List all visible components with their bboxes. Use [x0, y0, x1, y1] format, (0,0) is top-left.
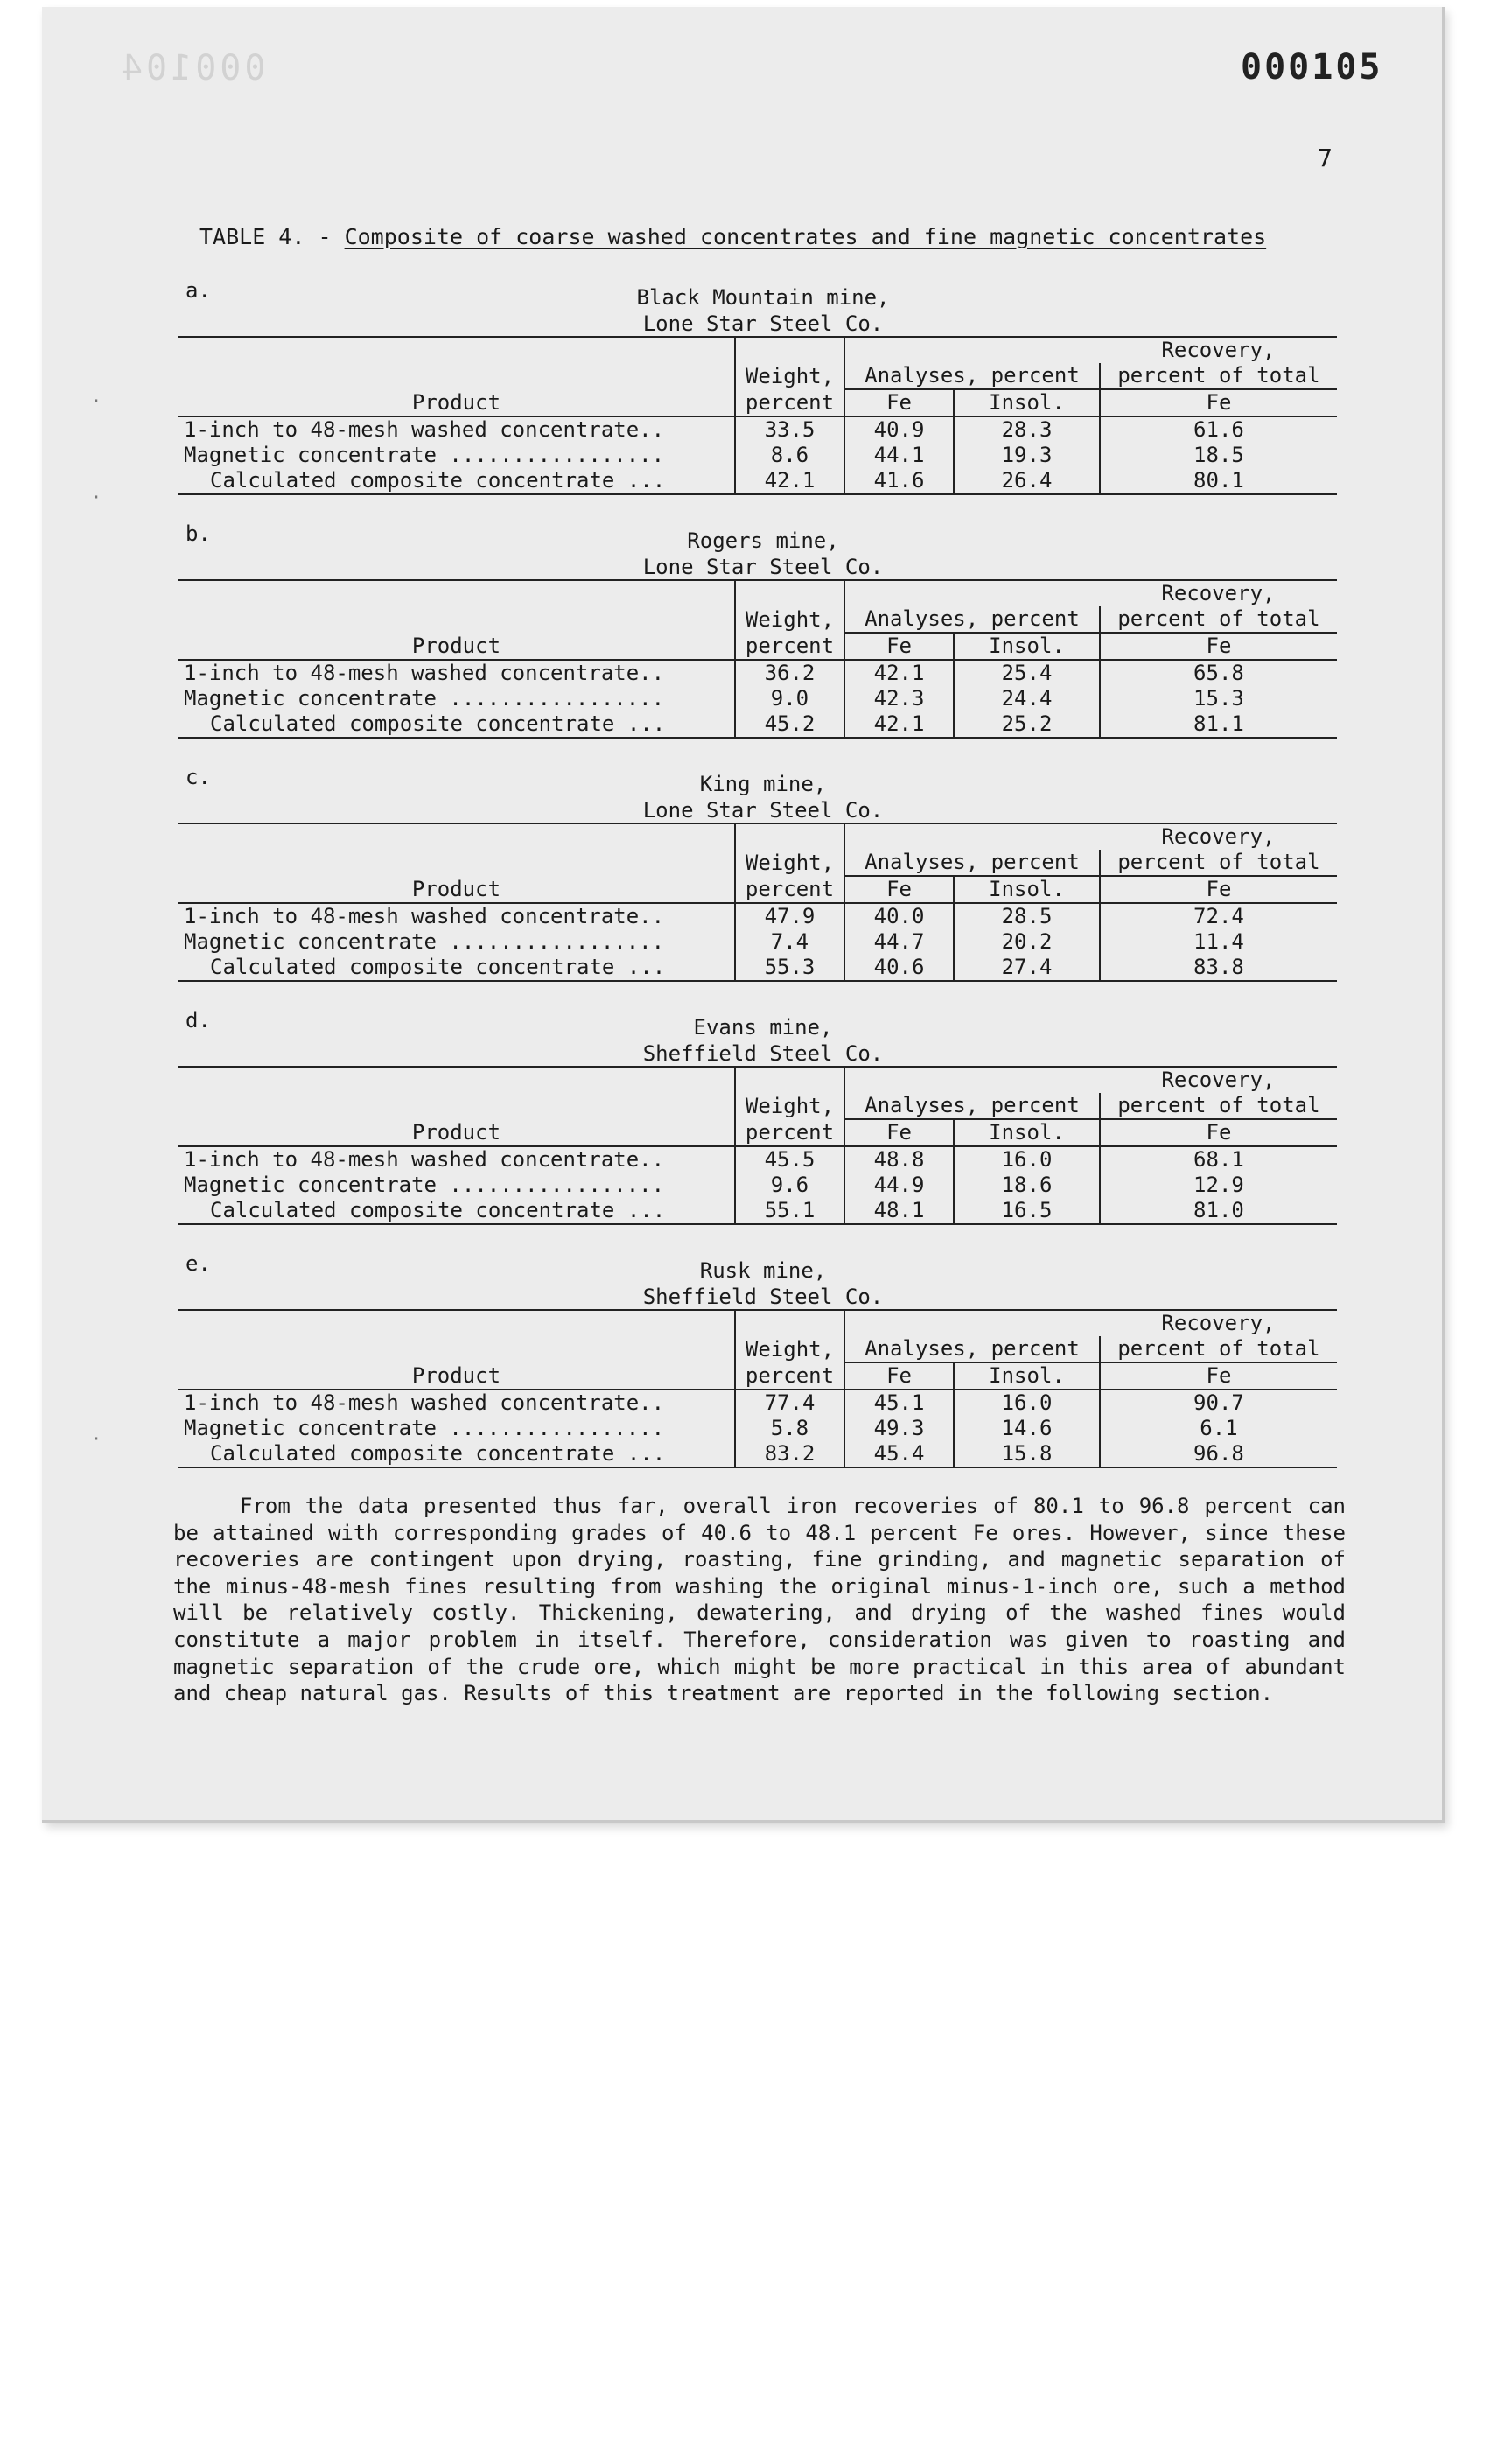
- insol-cell: 25.2: [954, 711, 1100, 738]
- fe-cell: 44.7: [844, 929, 954, 955]
- section-letter: e.: [186, 1251, 211, 1276]
- product-cell: Calculated composite concentrate ...: [178, 955, 735, 981]
- weight-cell: 9.6: [735, 1172, 844, 1198]
- analyses-header: Analyses, percent: [844, 1093, 1100, 1119]
- recovery-fe-header: Fe: [1100, 633, 1337, 660]
- body-paragraph: [173, 1493, 1346, 1707]
- weight-cell: 5.8: [735, 1416, 844, 1441]
- weight-cell: 42.1: [735, 468, 844, 494]
- product-cell: Magnetic concentrate .................: [178, 1416, 735, 1441]
- fe-cell: 41.6: [844, 468, 954, 494]
- header-blank: [735, 1310, 844, 1336]
- mine-name: Evans mine,: [693, 1015, 833, 1040]
- recovery-fe-header: Fe: [1100, 1362, 1337, 1390]
- fe-header: Fe: [844, 1119, 954, 1146]
- recovery-header: Recovery,: [1100, 823, 1337, 850]
- weight-cell: 55.1: [735, 1198, 844, 1224]
- recovery-fe-header: Fe: [1100, 876, 1337, 903]
- recovery-header: percent of total: [1100, 363, 1337, 389]
- recovery-cell: 81.1: [1100, 711, 1337, 738]
- weight-cell: 47.9: [735, 903, 844, 929]
- weight-cell: 77.4: [735, 1390, 844, 1416]
- recovery-cell: 61.6: [1194, 417, 1244, 442]
- header-row: [178, 823, 1337, 850]
- concentrate-table: [178, 336, 1337, 495]
- table-row: [178, 1198, 1337, 1224]
- header-row: [178, 876, 1337, 903]
- header-row: [178, 1119, 1337, 1146]
- header-row: [178, 1362, 1337, 1390]
- header-blank: [178, 1310, 735, 1336]
- table-row: [178, 1146, 1337, 1172]
- fe-cell: 42.1: [844, 711, 954, 738]
- recovery-header: Recovery,: [1100, 1067, 1337, 1093]
- recovery-header: percent of total: [1100, 850, 1337, 876]
- header-blank: [844, 580, 1100, 606]
- weight-cell: 45.2: [735, 711, 844, 738]
- recovery-header: percent of total: [1100, 606, 1337, 633]
- section-letter: c.: [186, 765, 211, 789]
- weight-cell: 83.2: [735, 1441, 844, 1467]
- header-row: [178, 337, 1337, 363]
- company-name: Lone Star Steel Co.: [642, 555, 884, 579]
- header-blank: [178, 850, 735, 876]
- header-row: [178, 363, 1337, 389]
- product-cell: Magnetic concentrate .................: [178, 443, 735, 468]
- fe-header: Fe: [844, 389, 954, 416]
- recovery-cell: 80.1: [1100, 468, 1337, 494]
- header-row: [178, 850, 1337, 876]
- insol-header: Insol.: [954, 1362, 1100, 1390]
- insol-header: Insol.: [954, 389, 1100, 416]
- insol-cell: 28.5: [954, 903, 1100, 929]
- product-header: Product: [178, 1119, 735, 1146]
- insol-cell: 16.0: [954, 1390, 1100, 1416]
- concentrate-table: [178, 579, 1337, 738]
- margin-mark: ·: [91, 390, 102, 411]
- table-row: [178, 660, 1337, 686]
- mine-name: Rogers mine,: [687, 528, 839, 553]
- header-blank: [178, 363, 735, 389]
- weight-cell: 7.4: [735, 929, 844, 955]
- table-row: [178, 416, 1337, 443]
- fe-cell: 45.1: [844, 1390, 954, 1416]
- header-row: [178, 1310, 1337, 1336]
- recovery-cell: 12.9: [1194, 1172, 1244, 1197]
- weight-cell: 33.5: [735, 416, 844, 443]
- company-name: Lone Star Steel Co.: [642, 312, 884, 336]
- mine-name: Rusk mine,: [699, 1258, 827, 1283]
- header-blank: [178, 580, 735, 606]
- weight-header: Weight,: [735, 606, 844, 633]
- product-cell: 1-inch to 48-mesh washed concentrate..: [178, 1146, 735, 1172]
- fe-cell: 45.4: [844, 1441, 954, 1467]
- header-blank: [844, 1310, 1100, 1336]
- weight-header: Weight,: [735, 1336, 844, 1362]
- header-blank: [178, 606, 735, 633]
- fe-cell: 42.3: [844, 686, 954, 711]
- fe-cell: 40.0: [844, 903, 954, 929]
- fe-header: Fe: [844, 633, 954, 660]
- product-cell: 1-inch to 48-mesh washed concentrate..: [178, 660, 735, 686]
- fe-cell: 44.9: [844, 1172, 954, 1198]
- fe-cell: 40.9: [844, 416, 954, 443]
- header-blank: [178, 823, 735, 850]
- weight-header: Weight,: [735, 1093, 844, 1119]
- fe-cell: 49.3: [844, 1416, 954, 1441]
- fe-header: Fe: [844, 876, 954, 903]
- insol-cell: 14.6: [954, 1416, 1100, 1441]
- table-row: [178, 711, 1337, 738]
- document-number: 000105: [1241, 47, 1383, 88]
- page-number: 7: [1318, 144, 1333, 172]
- table-row: [178, 443, 1337, 468]
- insol-cell: 18.6: [954, 1172, 1100, 1198]
- header-row: [178, 580, 1337, 606]
- weight-header: percent: [735, 389, 844, 416]
- recovery-cell: 18.5: [1194, 443, 1244, 467]
- recovery-cell: 68.1: [1194, 1147, 1244, 1172]
- fe-cell: 48.1: [844, 1198, 954, 1224]
- header-blank: [735, 580, 844, 606]
- concentrate-table: [178, 1066, 1337, 1225]
- analyses-header: Analyses, percent: [844, 606, 1100, 633]
- analyses-header: Analyses, percent: [844, 850, 1100, 876]
- header-blank: [735, 823, 844, 850]
- table-row: [178, 686, 1337, 711]
- product-cell: Calculated composite concentrate ...: [178, 1441, 735, 1467]
- header-blank: [178, 1067, 735, 1093]
- weight-header: percent: [735, 633, 844, 660]
- margin-mark: ·: [91, 1428, 102, 1449]
- insol-cell: 25.4: [954, 660, 1100, 686]
- header-row: [178, 1093, 1337, 1119]
- header-row: [178, 389, 1337, 416]
- recovery-cell: 65.8: [1194, 661, 1244, 685]
- header-blank: [178, 1336, 735, 1362]
- recovery-cell: 6.1: [1200, 1416, 1238, 1440]
- weight-header: percent: [735, 1119, 844, 1146]
- header-blank: [844, 823, 1100, 850]
- insol-header: Insol.: [954, 633, 1100, 660]
- table-caption: Composite of coarse washed concentrates and fine magnetic concentrates: [344, 224, 1267, 249]
- product-cell: Calculated composite concentrate ...: [178, 711, 735, 738]
- weight-cell: 36.2: [735, 660, 844, 686]
- table-row: [178, 1416, 1337, 1441]
- product-cell: Magnetic concentrate .................: [178, 686, 735, 711]
- header-blank: [735, 1067, 844, 1093]
- section-letter: d.: [186, 1008, 211, 1032]
- analyses-header: Analyses, percent: [844, 1336, 1100, 1362]
- concentrate-table: [178, 822, 1337, 982]
- section-letter: b.: [186, 522, 211, 546]
- table-row: [178, 955, 1337, 981]
- fe-cell: 42.1: [844, 660, 954, 686]
- header-blank: [844, 337, 1100, 363]
- mine-name: Black Mountain mine,: [636, 285, 890, 310]
- header-blank: [178, 1093, 735, 1119]
- fe-cell: 40.6: [844, 955, 954, 981]
- table-row: [178, 929, 1337, 955]
- table-row: [178, 1441, 1337, 1467]
- recovery-fe-header: Fe: [1100, 1119, 1337, 1146]
- company-name: Sheffield Steel Co.: [642, 1284, 884, 1309]
- weight-cell: 9.0: [735, 686, 844, 711]
- product-cell: Magnetic concentrate .................: [178, 929, 735, 955]
- paragraph-text: From the data presented thus far, overall iron recoveries of 80.1 to 96.8 percent can be attained with corresponding grades of 40.6 to 48.1 percent Fe ores. However, since these recoveries are contingent upon drying, roasting, fine grinding, and magnetic separation of the minus-48-mesh fines resulting from washing the original minus-1-inch ore, such a method will be relatively costly. Thickening, dewatering, and drying of the washed fines would constitute a major problem in itself. Therefore, consideration was given to roasting and magnetic separation of the crude ore, which might be more practical in this area of abundant and cheap natural gas. Results of this treatment are reported in the following section.: [173, 1494, 1346, 1706]
- mine-name: King mine,: [699, 772, 827, 796]
- recovery-cell: 90.7: [1194, 1390, 1244, 1415]
- company-name: Lone Star Steel Co.: [642, 798, 884, 822]
- insol-cell: 20.2: [954, 929, 1100, 955]
- recovery-cell: 11.4: [1194, 929, 1244, 954]
- product-cell: 1-inch to 48-mesh washed concentrate..: [178, 416, 735, 443]
- recovery-header: Recovery,: [1100, 1310, 1337, 1336]
- ghost-stamp-number: 000104: [118, 48, 266, 88]
- header-blank: [178, 337, 735, 363]
- insol-cell: 16.5: [954, 1198, 1100, 1224]
- table-row: [178, 1390, 1337, 1416]
- product-header: Product: [178, 633, 735, 660]
- header-row: [178, 1067, 1337, 1093]
- section-letter: a.: [186, 278, 211, 303]
- insol-header: Insol.: [954, 1119, 1100, 1146]
- header-blank: [844, 1067, 1100, 1093]
- insol-header: Insol.: [954, 876, 1100, 903]
- recovery-header: percent of total: [1100, 1336, 1337, 1362]
- header-blank: [735, 337, 844, 363]
- fe-header: Fe: [844, 1362, 954, 1390]
- table-title: [200, 224, 1266, 249]
- product-cell: Calculated composite concentrate ...: [178, 468, 735, 494]
- weight-header: percent: [735, 1362, 844, 1390]
- recovery-cell: 72.4: [1194, 904, 1244, 928]
- company-name: Sheffield Steel Co.: [642, 1041, 884, 1066]
- product-cell: 1-inch to 48-mesh washed concentrate..: [178, 903, 735, 929]
- recovery-cell: 15.3: [1194, 686, 1244, 710]
- margin-mark: ·: [91, 486, 102, 508]
- table-label: TABLE 4. -: [200, 224, 345, 249]
- insol-cell: 24.4: [954, 686, 1100, 711]
- fe-cell: 48.8: [844, 1146, 954, 1172]
- insol-cell: 26.4: [954, 468, 1100, 494]
- header-row: [178, 633, 1337, 660]
- insol-cell: 28.3: [954, 416, 1100, 443]
- recovery-header: Recovery,: [1100, 337, 1337, 363]
- analyses-header: Analyses, percent: [844, 363, 1100, 389]
- header-row: [178, 606, 1337, 633]
- header-row: [178, 1336, 1337, 1362]
- insol-cell: 19.3: [954, 443, 1100, 468]
- weight-cell: 55.3: [735, 955, 844, 981]
- weight-header: Weight,: [735, 363, 844, 389]
- recovery-header: Recovery,: [1100, 580, 1337, 606]
- product-cell: Magnetic concentrate .................: [178, 1172, 735, 1198]
- recovery-cell: 83.8: [1100, 955, 1337, 981]
- insol-cell: 16.0: [954, 1146, 1100, 1172]
- table-row: [178, 1172, 1337, 1198]
- product-header: Product: [178, 876, 735, 903]
- weight-header: percent: [735, 876, 844, 903]
- recovery-cell: 81.0: [1100, 1198, 1337, 1224]
- recovery-header: percent of total: [1100, 1093, 1337, 1119]
- recovery-fe-header: Fe: [1100, 389, 1337, 416]
- table-row: [178, 468, 1337, 494]
- fe-cell: 44.1: [844, 443, 954, 468]
- weight-header: Weight,: [735, 850, 844, 876]
- product-header: Product: [178, 1362, 735, 1390]
- weight-cell: 8.6: [735, 443, 844, 468]
- insol-cell: 15.8: [954, 1441, 1100, 1467]
- product-cell: 1-inch to 48-mesh washed concentrate..: [178, 1390, 735, 1416]
- product-cell: Calculated composite concentrate ...: [178, 1198, 735, 1224]
- weight-cell: 45.5: [735, 1146, 844, 1172]
- table-row: [178, 903, 1337, 929]
- recovery-cell: 96.8: [1100, 1441, 1337, 1467]
- insol-cell: 27.4: [954, 955, 1100, 981]
- product-header: Product: [178, 389, 735, 416]
- concentrate-table: [178, 1309, 1337, 1468]
